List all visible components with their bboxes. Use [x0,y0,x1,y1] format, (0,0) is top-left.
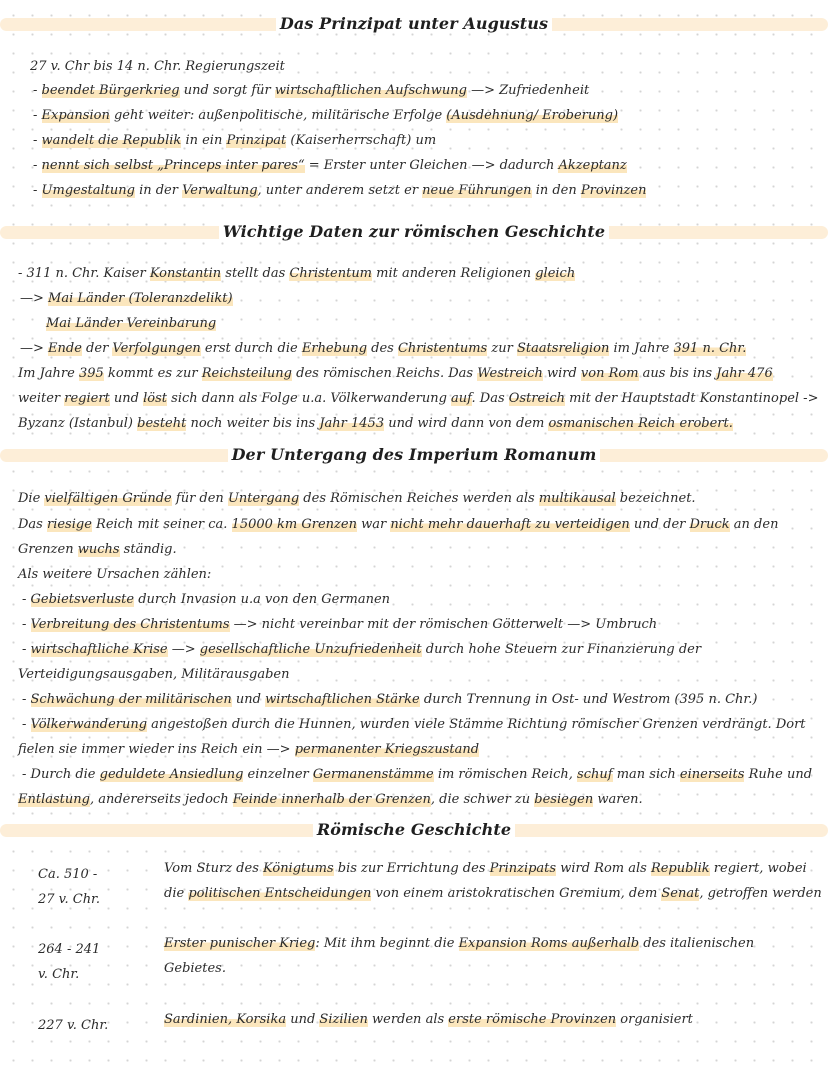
highlighted-text: Verfolgungen [112,341,201,356]
timeline-text [164,1011,693,1029]
note-line [18,516,778,534]
text-segment: in den [531,183,581,198]
text-segment: - [22,592,31,607]
text-segment: im Jahre [609,341,674,356]
highlighted-text: Ostreich [508,391,566,406]
highlighted-text: auf [451,391,472,406]
highlighted-text: Verwaltung [182,183,258,198]
highlighted-text: schuf [577,767,613,782]
text-segment: - Durch die [22,767,100,782]
text-segment: für den [171,491,228,506]
section-heading-roemische-geschichte [0,820,828,839]
heading-text: Das Prinzipat unter Augustus [276,14,552,33]
highlighted-text: Völkerwanderung [30,717,148,732]
highlighted-text: gesellschaftliche Unzufriedenheit [199,642,422,657]
text-segment: sich dann als Folge u.a. Völkerwanderung [167,391,452,406]
highlighted-text: Senat [661,886,700,901]
text-segment: zur [487,341,517,356]
highlighted-text: permanenter Kriegszustand [294,742,480,757]
text-segment: wird Rom als [556,861,651,876]
text-segment: , andererseits jedoch [89,792,233,807]
highlighted-text: Reichsteilung [201,366,292,381]
note-line [33,107,618,125]
highlighted-text: osmanischen Reich erobert. [548,416,733,431]
highlighted-text: Sizilien [319,1012,368,1027]
text-segment: - [22,642,31,657]
highlighted-text: 15000 km Grenzen [231,517,357,532]
text-segment: Als weitere Ursachen zählen: [18,567,212,582]
highlighted-text: Mai Länder Vereinbarung [46,316,217,331]
note-line [46,315,216,333]
text-segment: von einem aristokratischen Gremium, dem [371,886,662,901]
timeline-text [164,935,754,953]
note-line [20,340,746,358]
note-line [22,691,757,709]
text-segment: - [33,108,42,123]
text-segment: im römischen Reich, [433,767,578,782]
highlighted-text: Konstantin [149,266,222,281]
highlighted-text: Christentum [289,266,373,281]
text-segment: Im Jahre [18,366,79,381]
note-line [33,132,436,150]
text-segment: Byzanz (Istanbul) [18,416,138,431]
highlighted-text: wirtschaftlichen Aufschwung [274,83,467,98]
text-segment: durch Invasion u.a von den Germanen [134,592,391,607]
text-segment: —> [20,291,49,306]
highlighted-text: besiegen [534,792,594,807]
highlighted-text: wirtschaftliche Krise [30,642,168,657]
text-segment: - [22,717,31,732]
highlighted-text: Schwächung der militärischen [30,692,232,707]
highlighted-text: Akzeptanz [558,158,627,173]
text-segment: - [33,158,42,173]
highlighted-text: Prinzipat [226,133,287,148]
note-line [18,741,479,759]
text-segment: , unter anderem setzt er [257,183,423,198]
highlighted-text: von Rom [580,366,639,381]
timeline-date [38,937,100,987]
timeline-text [164,860,807,878]
text-segment: - [22,692,31,707]
text-segment: in der [134,183,183,198]
highlighted-text: Christentums [397,341,488,356]
date-line: 227 v. Chr. [38,1018,109,1033]
highlighted-text: 391 n. Chr. [673,341,747,356]
text-segment: Verteidigungsausgaben, Militärausgaben [18,667,290,682]
highlighted-text: Expansion Roms außerhalb [458,936,640,951]
text-segment: ständig. [119,542,177,557]
timeline-date [38,1013,108,1038]
highlighted-text: gleich [535,266,576,281]
timeline-date [38,862,100,912]
text-segment: des römischen Reichs. Das [292,366,478,381]
highlighted-text: wirtschaftlichen Stärke [265,692,420,707]
text-segment: man sich [612,767,680,782]
highlighted-text: beendet Bürgerkrieg [41,83,180,98]
highlighted-text: politischen Entscheidungen [188,886,372,901]
text-segment: war [356,517,391,532]
text-segment: —> [167,642,200,657]
text-segment: stellt das [221,266,290,281]
text-segment: geht weiter: außenpolitische, militärische Erfolge [109,108,447,123]
highlighted-text: geduldete Ansiedlung [99,767,244,782]
text-segment: bezeichnet. [615,491,696,506]
note-line [22,641,701,659]
date-line: Ca. 510 - [38,867,98,882]
heading-text: Römische Geschichte [313,820,515,839]
highlighted-text: multikausal [538,491,616,506]
highlighted-text: Provinzen [580,183,647,198]
highlighted-text: Republik [650,861,710,876]
text-segment: wird [542,366,581,381]
text-segment: : Mit ihm beginnt die [315,936,459,951]
timeline-text [164,885,822,903]
note-line [33,82,589,100]
text-segment: fielen sie immer wieder ins Reich ein —> [18,742,295,757]
note-line [18,490,696,508]
note-line [22,716,806,734]
highlighted-text: einerseits [679,767,745,782]
note-line [22,766,812,784]
text-segment: Grenzen [18,542,78,557]
text-segment: und der [629,517,690,532]
date-line: 264 - 241 [38,942,101,957]
highlighted-text: Jahr 476 [716,366,773,381]
text-segment: regiert, wobei [709,861,807,876]
text-segment: —> nicht vereinbar mit der römischen Götterwelt —> Umbruch [229,617,658,632]
text-segment: —> [20,341,49,356]
text-segment: Gebietes. [164,961,226,976]
text-segment: . Das [471,391,509,406]
text-segment: —> Zufriedenheit [466,83,590,98]
note-line [18,415,733,433]
highlighted-text: Untergang [227,491,300,506]
note-line [18,791,643,809]
note-line [22,591,390,609]
highlighted-text: Staatsreligion [516,341,610,356]
text-segment: Vom Sturz des [164,861,263,876]
note-line [33,182,646,200]
highlighted-text: regiert [64,391,110,406]
text-segment: die [164,886,189,901]
note-line [18,265,575,283]
highlighted-text: (Ausdehnung/ Eroberung) [446,108,619,123]
text-segment: weiter [18,391,65,406]
date-line: v. Chr. [38,967,80,982]
highlighted-text: Expansion [41,108,110,123]
highlighted-text: Gebietsverluste [30,592,135,607]
highlighted-text: neue Führungen [422,183,532,198]
text-segment: - [33,83,42,98]
text-segment: Ruhe und [744,767,813,782]
text-segment: des italienischen [639,936,755,951]
text-segment: - [33,183,42,198]
text-segment: mit anderen Religionen [372,266,536,281]
note-line [22,616,657,634]
highlighted-text: Westreich [477,366,543,381]
text-segment: an den [729,517,779,532]
highlighted-text: löst [143,391,168,406]
text-segment: in ein [181,133,227,148]
text-segment: noch weiter bis ins [186,416,320,431]
text-segment: 27 v. Chr bis 14 n. Chr. Regierungszeit [30,59,285,74]
highlighted-text: riesige [46,517,92,532]
highlighted-text: Jahr 1453 [319,416,385,431]
text-segment: Reich mit seiner ca. [91,517,232,532]
note-line [18,390,818,408]
text-segment: Die [18,491,45,506]
text-segment: = Erster unter Gleichen —> dadurch [304,158,559,173]
highlighted-text: wuchs [77,542,120,557]
highlighted-text: Königtums [263,861,334,876]
text-segment: - [22,617,31,632]
note-line [18,541,177,559]
note-line [30,58,285,76]
heading-text: Der Untergang des Imperium Romanum [228,445,601,464]
text-segment: und [231,692,266,707]
text-segment: bis zur Errichtung des [333,861,490,876]
text-segment: (Kaiserherrschaft) um [286,133,437,148]
text-segment: und sorgt für [179,83,275,98]
highlighted-text: Prinzipats [489,861,557,876]
text-segment: - 311 n. Chr. Kaiser [18,266,150,281]
highlighted-text: besteht [137,416,187,431]
highlighted-text: Umgestaltung [41,183,135,198]
text-segment: angestoßen durch die Hunnen, wurden viele Stämme Richtung römischer Grenzen verdrängt. Dort [147,717,806,732]
text-segment: Das [18,517,47,532]
highlighted-text: nicht mehr dauerhaft zu verteidigen [390,517,630,532]
highlighted-text: Verbreitung des Christentums [30,617,230,632]
text-segment: durch Trennung in Ost- und Westrom (395 n. Chr.) [419,692,758,707]
section-heading-wichtige-daten [0,222,828,241]
highlighted-text: Erhebung [301,341,368,356]
highlighted-text: erste römische Provinzen [448,1012,617,1027]
highlighted-text: Germanenstämme [312,767,434,782]
text-segment: waren. [593,792,643,807]
text-segment: erst durch die [200,341,302,356]
note-line [33,157,627,175]
text-segment: werden als [367,1012,449,1027]
highlighted-text: Feinde innerhalb der Grenzen [232,792,431,807]
text-segment: organisiert [616,1012,693,1027]
text-segment: kommt es zur [103,366,202,381]
text-segment: des [367,341,398,356]
note-line [18,666,289,684]
highlighted-text: Erster punischer Krieg [164,936,316,951]
note-line [20,290,233,308]
text-segment: mit der Hauptstadt Konstantinopel -> [565,391,819,406]
text-segment: , getroffen werden [699,886,822,901]
highlighted-text: Entlastung [18,792,90,807]
highlighted-text: Druck [689,517,730,532]
text-segment: aus bis ins [638,366,717,381]
section-heading-untergang [0,445,828,464]
text-segment: der [81,341,113,356]
section-heading-prinzipat [0,14,828,33]
text-segment: und [286,1012,320,1027]
date-line: 27 v. Chr. [38,892,100,907]
note-line [18,566,211,584]
text-segment: , die schwer zu [430,792,535,807]
highlighted-text: 395 [78,366,104,381]
timeline-text [164,960,226,978]
text-segment: einzelner [243,767,313,782]
highlighted-text: nennt sich selbst „Princeps inter pares“ [41,158,305,173]
text-segment: des Römischen Reiches werden als [299,491,539,506]
highlighted-text: wandelt die Republik [41,133,182,148]
text-segment: und [109,391,144,406]
highlighted-text: Sardinien, Korsika [164,1012,287,1027]
highlighted-text: vielfältigen Gründe [44,491,172,506]
heading-text: Wichtige Daten zur römischen Geschichte [219,222,609,241]
highlighted-text: Mai Länder (Toleranzdelikt) [48,291,233,306]
note-line [18,365,773,383]
text-segment: durch hohe Steuern zur Finanzierung der [421,642,702,657]
highlighted-text: Ende [48,341,82,356]
text-segment: und wird dann von dem [384,416,549,431]
text-segment: - [33,133,42,148]
